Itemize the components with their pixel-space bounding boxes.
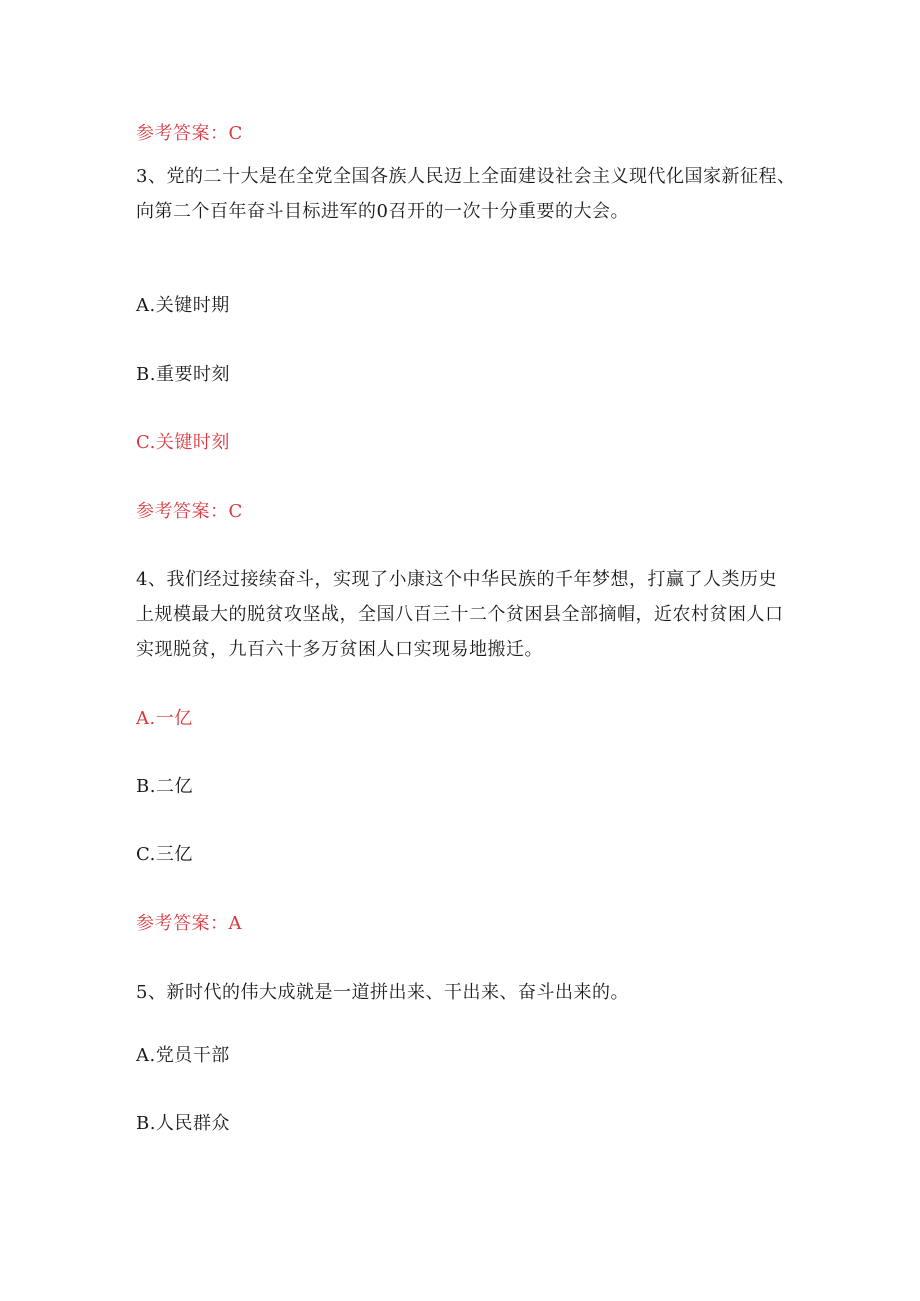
answer-value: A xyxy=(228,913,242,934)
question-4-option-c: C.三亿 xyxy=(136,844,193,865)
question-4-option-a: A.一亿 xyxy=(136,708,193,729)
answer-value: C xyxy=(228,123,243,144)
question-3-option-b: B.重要时刻 xyxy=(136,364,230,385)
question-5-option-b: B.人民群众 xyxy=(136,1113,230,1134)
question-4-line-2: 上规模最大的脱贫攻坚战，全国八百三十二个贫困县全部摘帽，近农村贫困人口 xyxy=(136,604,784,625)
question-3-line-2: 向第二个百年奋斗目标进军的0召开的一次十分重要的大会。 xyxy=(136,201,629,222)
answer-label: 参考答案： xyxy=(136,501,229,522)
question-3-line-1: 3、党的二十大是在全党全国各族人民迈上全面建设社会主义现代化国家新征程、 xyxy=(136,166,796,187)
question-5-option-a: A.党员干部 xyxy=(136,1045,230,1066)
answer-label: 参考答案： xyxy=(136,123,229,144)
question-4-answer xyxy=(136,914,242,934)
question-4-line-1: 4、我们经过接续奋斗，实现了小康这个中华民族的千年梦想，打赢了人类历史 xyxy=(136,569,777,590)
answer-label: 参考答案： xyxy=(136,913,229,934)
answer-value: C xyxy=(228,501,243,522)
question-4-line-3: 实现脱贫，九百六十多万贫困人口实现易地搬迁。 xyxy=(136,639,543,660)
question-5-line-1: 5、新时代的伟大成就是一道拼出来、干出来、奋斗出来的。 xyxy=(136,982,629,1003)
question-3-option-c: C.关键时刻 xyxy=(136,432,230,453)
answer-line xyxy=(136,124,243,144)
question-4-option-b: B.二亿 xyxy=(136,776,193,797)
question-3-answer xyxy=(136,502,243,522)
question-3-option-a: A.关键时期 xyxy=(136,295,230,316)
